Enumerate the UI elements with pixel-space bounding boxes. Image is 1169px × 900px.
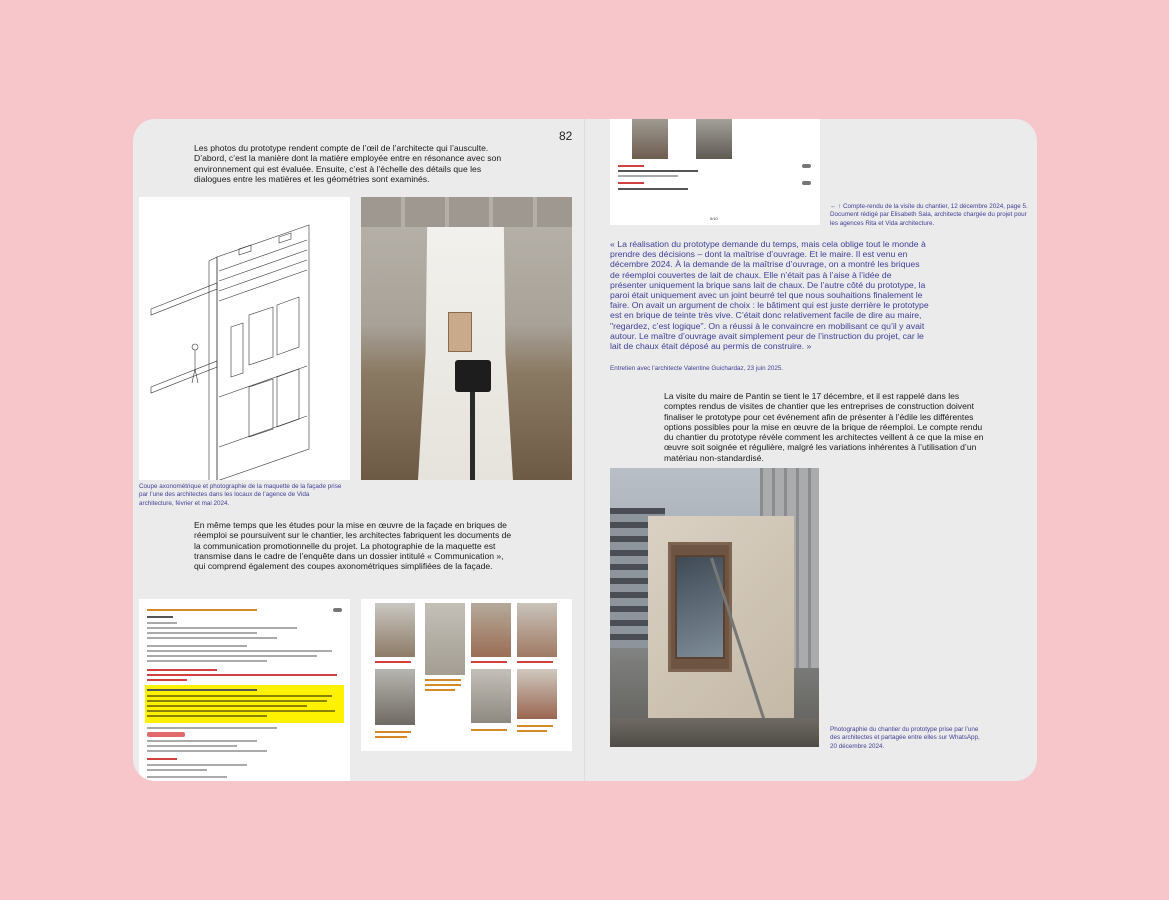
ground (610, 718, 819, 747)
quote-source: Entretien avec l’architecte Valentine Guichardaz, 23 juin 2025. (610, 365, 784, 372)
site-visit-report-scan (610, 119, 820, 225)
site-report-scan (139, 599, 350, 781)
page-number: 82 (559, 129, 573, 143)
camera (455, 360, 491, 392)
interview-quote: « La réalisation du prototype demande du temps, mais cela oblige tout le monde à prendre des décisions – dont la maîtrise d’ouvrage. Et le maire. Il est venu en décembre 2024. À la demande de la maîtrise d’ouvrage, on a montré les briques de réemploi couvertes de lait de chaux. Elle n’était pas à l’aise à l’idée de présenter uniquement la brique sans lait de chaux. De l’autre côté du prototype, la paroi était uniquement avec un joint beurré tel que nous souhaitions finalement le faire. On avait un argument de choix : le bâtiment qui est juste derrière le prototype est en brique de teinte très vive. C’était donc relativement facile de dire au maire, "regardez, c’est logique". On a réussi à le convaincre en mobilisant ce qu’il y avait autour. Le maître d’ouvrage avait simplement peur de l’instruction du projet, car le lait de chaux était déposé au permis de construire. » (610, 239, 929, 352)
window-frame (668, 542, 732, 672)
window-mullions (361, 197, 572, 227)
second-paragraph: En même temps que les études pour la mise en œuvre de la façade en briques de réemploi se poursuivent sur le chantier, les architectes fabriquent les documents de la communication promotionnelle du projet. La photographie de la maquette est transmise dans le cadre de l’enquête dans un dossier intitulé « Communication », qui comprend également des coupes axonométriques simplifiées de la façade. (194, 520, 512, 572)
model-photograph (361, 197, 572, 480)
photo-grid-document-scan (361, 599, 572, 751)
right-paragraph: La visite du maire de Pantin se tient le 17 décembre, et il est rappelé dans les comptes rendus de visites de chantier que les entreprises de construction doivent finaliser le prototype pour cet événement afin de présenter à l’édile les différentes options possibles pour la mise en œuvre de la brique de réemploi. Le compte rendu du chantier du prototype révèle comment les architectes veillent à ce que la mise en œuvre soit soignée et régulière, malgré les variations inhérentes à l’utilisation d’un matériau non-standardisé. (664, 391, 984, 463)
prototype-site-photograph (610, 468, 819, 747)
facade-model (448, 312, 472, 352)
book-gutter (584, 119, 586, 781)
figure-caption: Coupe axonométrique et photographie de la maquette de la façade prise par l’une des architectes dans les locaux de l’agence de Vida architecture, février et mai 2024. (139, 483, 342, 507)
axonometric-section-drawing (139, 197, 350, 480)
book-spread (133, 119, 1037, 781)
photo-caption: Photographie du chantier du prototype prise par l’une des architectes et partagée entre elles sur WhatsApp, 20 décembre 2024. (830, 726, 980, 750)
tripod (470, 392, 475, 480)
document-page-label: 5/10 (710, 216, 718, 221)
report-caption: ← ↑ Compte-rendu de la visite du chantier, 12 décembre 2024, page 5. Document rédigé par Elisabeth Sala, architecte chargée du projet pour les agences Rita et Vida architecture. (830, 203, 1028, 227)
axonometric-drawing-svg (139, 197, 350, 480)
intro-paragraph: Les photos du prototype rendent compte de l’œil de l’architecte qui l’ausculte. D’abord, c’est la manière dont la matière employée entre en résonance avec son environnement qui est évaluée. Ensuite, c’est à l’échelle des détails que les dialogues entre les matières et les géométries sont examinés. (194, 143, 502, 184)
